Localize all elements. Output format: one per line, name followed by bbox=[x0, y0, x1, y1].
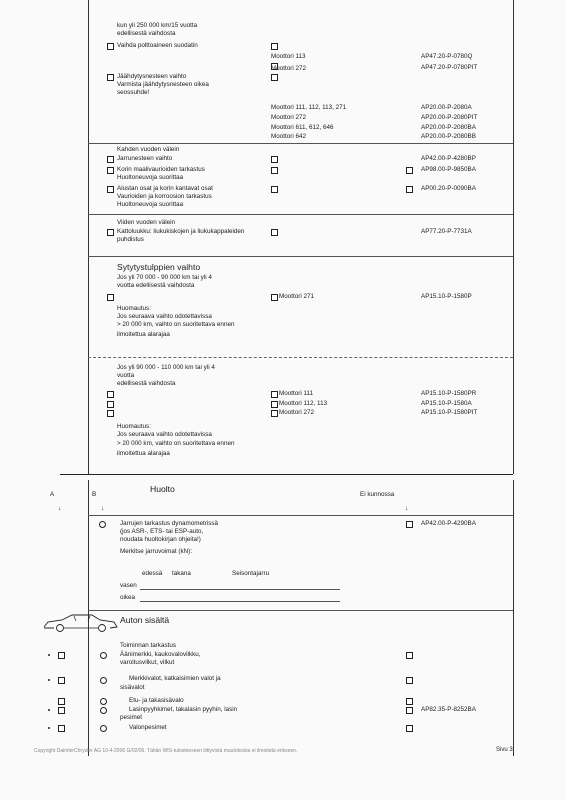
procedure-code: AP20.00-P-2080BB bbox=[421, 133, 476, 140]
parking-brake-label: Seisontajarru bbox=[232, 570, 270, 577]
check-item: sisävalot bbox=[120, 684, 145, 691]
radio-circle[interactable] bbox=[100, 652, 107, 659]
procedure-code: AP20.00-P-2080BA bbox=[421, 124, 476, 131]
service-right-rule bbox=[513, 480, 514, 756]
front-label: edessä bbox=[142, 570, 163, 577]
checkbox[interactable] bbox=[406, 186, 413, 193]
procedure-code: AP77.20-P-7731A bbox=[421, 228, 472, 235]
checkbox[interactable] bbox=[406, 167, 413, 174]
checkbox[interactable] bbox=[58, 652, 65, 659]
note-line: Jos seuraava vaihto odotettavissa bbox=[117, 431, 212, 438]
car-icon bbox=[40, 612, 120, 634]
checkbox[interactable] bbox=[58, 698, 65, 705]
note-title: Huomautus: bbox=[117, 423, 151, 430]
check-item: Äänimerkki, kaukovalovilkku, bbox=[120, 651, 201, 658]
checkbox[interactable] bbox=[271, 410, 278, 417]
checkbox[interactable] bbox=[107, 229, 114, 236]
divider bbox=[88, 214, 513, 215]
checkbox[interactable] bbox=[271, 401, 278, 408]
checkbox[interactable] bbox=[271, 229, 278, 236]
note-title: Huomautus: bbox=[117, 305, 151, 312]
intro-line1: kun yli 250 000 km/15 vuotta bbox=[117, 22, 198, 29]
right-label: oikea bbox=[120, 594, 136, 601]
procedure-code: AP47.20-P-0780PIT bbox=[421, 64, 478, 71]
down-arrow-icon: ↓ bbox=[101, 505, 105, 512]
left-label: vasen bbox=[120, 582, 137, 589]
fuel-filter-label: Vaihda polttoaineen suodatin bbox=[117, 42, 198, 49]
checkbox[interactable] bbox=[406, 652, 413, 659]
sunroof-label: Kattoluukku: liukukiskojen ja liukukappaleiden bbox=[117, 228, 245, 235]
section-divider bbox=[60, 474, 513, 475]
procedure-code: AP00.20-P-0090BA bbox=[421, 185, 476, 192]
engine-label: Moottori 112, 113 bbox=[279, 400, 328, 407]
checkbox[interactable] bbox=[58, 677, 65, 684]
engine-label: Moottori 642 bbox=[271, 133, 307, 140]
radio-circle[interactable] bbox=[100, 725, 107, 732]
checkbox[interactable] bbox=[271, 167, 278, 174]
brake-fluid-label: Jarrunesteen vaihto bbox=[117, 155, 173, 162]
brake-test-sub: noudata huoltokirjan ohjeita!) bbox=[120, 536, 201, 543]
note-line: ilmoitettua alarajaa bbox=[117, 331, 170, 338]
checkbox[interactable] bbox=[406, 521, 413, 528]
checkbox[interactable] bbox=[107, 74, 114, 81]
procedure-code: AP42.00-P-4280BP bbox=[421, 155, 476, 162]
engine-label: Moottori 271 bbox=[279, 293, 315, 300]
note-line: ilmoitettua alarajaa bbox=[117, 450, 170, 457]
entry-line[interactable] bbox=[140, 589, 340, 590]
down-arrow-icon: ↓ bbox=[405, 505, 409, 512]
intro-line2: edellisestä vaihdosta bbox=[117, 30, 176, 37]
bullet bbox=[48, 709, 50, 711]
checkbox[interactable] bbox=[406, 698, 413, 705]
entry-line[interactable] bbox=[140, 601, 340, 602]
checkbox[interactable] bbox=[271, 156, 278, 163]
procedure-code: AP15.10-P-1580PR bbox=[421, 390, 477, 397]
paint-check-label: Korin maalivaurioiden tarkastus bbox=[117, 166, 205, 173]
divider bbox=[88, 357, 513, 358]
check-item: pesimet bbox=[120, 714, 143, 721]
checkbox[interactable] bbox=[107, 156, 114, 163]
checkbox[interactable] bbox=[58, 725, 65, 732]
spark-cond: Jos yli 90 000 - 110 000 km tai yli 4 bbox=[117, 364, 215, 371]
engine-label: Moottori 113 bbox=[271, 53, 306, 60]
engine-label: Moottori 272 bbox=[271, 114, 307, 121]
checkbox[interactable] bbox=[271, 74, 278, 81]
interior-title: Auton sisältä bbox=[120, 615, 170, 625]
page-number: Sivu 3 bbox=[496, 747, 513, 753]
checkbox[interactable] bbox=[107, 391, 114, 398]
procedure-code: AP15.10-P-1580PIT bbox=[421, 409, 478, 416]
procedure-code: AP15.10-P-1580P bbox=[421, 293, 472, 300]
bullet bbox=[48, 727, 50, 729]
note-line: > 20 000 km, vaihto on suoritettava ennen bbox=[117, 321, 235, 328]
radio-circle[interactable] bbox=[100, 707, 107, 714]
column-b-header: B bbox=[92, 491, 97, 498]
spark-cond: vuotta edellisestä vaihdosta bbox=[117, 282, 195, 289]
checkbox[interactable] bbox=[107, 401, 114, 408]
procedure-code: AP20.00-P-2080PIT bbox=[421, 114, 478, 121]
copyright-footer: Copyright DaimlerChrysler AG 10-4-2006 G/02/06. Tähän WIS-tulosteeseen liittyvistä muutoksista ei ilmoiteta erikseen. bbox=[34, 748, 298, 754]
note-line: > 20 000 km, vaihto on suoritettava ennen bbox=[117, 440, 235, 447]
check-item: varoitusvilkut, vilkut bbox=[120, 659, 175, 666]
checkbox[interactable] bbox=[107, 294, 114, 301]
table-left-rule bbox=[88, 0, 89, 474]
checkbox[interactable] bbox=[271, 43, 278, 50]
check-item: Merkkivalot, katkaisimien valot ja bbox=[129, 675, 221, 682]
checkbox[interactable] bbox=[107, 186, 114, 193]
checkbox[interactable] bbox=[271, 391, 278, 398]
engine-label: Moottori 272 bbox=[279, 409, 315, 416]
sunroof-sub: puhdistus bbox=[117, 236, 144, 243]
not-ok-header: Ei kunnossa bbox=[360, 491, 395, 498]
column-a-header: A bbox=[50, 491, 55, 498]
checkbox[interactable] bbox=[271, 186, 278, 193]
brake-forces-label: Merkitse jarruvoimat (kN): bbox=[120, 548, 193, 555]
check-item: Valonpesimet bbox=[129, 724, 167, 731]
checkbox[interactable] bbox=[406, 677, 413, 684]
checkbox[interactable] bbox=[107, 167, 114, 174]
service-title: Huolto bbox=[150, 484, 175, 494]
rear-label: takana bbox=[172, 570, 191, 577]
procedure-code: AP98.00-P-9850BA bbox=[421, 166, 476, 173]
chassis-sub: Huoltoneuvoja suorittaa bbox=[117, 201, 184, 208]
procedure-code: AP20.00-P-2080A bbox=[421, 104, 472, 111]
spark-title: Sytytystulppien vaihto bbox=[117, 262, 201, 272]
radio-circle[interactable] bbox=[99, 521, 106, 528]
checkbox[interactable] bbox=[107, 43, 114, 50]
divider bbox=[88, 515, 513, 516]
checkbox[interactable] bbox=[406, 725, 413, 732]
bullet bbox=[48, 679, 50, 681]
engine-label: Moottori 111, 112, 113, 271 bbox=[271, 104, 347, 111]
spark-cond: vuotta bbox=[117, 372, 135, 379]
bullet bbox=[48, 654, 50, 656]
divider bbox=[88, 610, 513, 611]
check-item: Lasinpyyhkimet, takalasin pyyhin, lasin bbox=[129, 706, 238, 713]
function-check-label: Toiminnan tarkastus bbox=[120, 642, 176, 649]
coolant-label: Jäähdytysnesteen vaihto bbox=[117, 73, 187, 80]
procedure-code: AP42.00-P-4290BA bbox=[421, 520, 476, 527]
divider bbox=[88, 143, 513, 144]
checkbox[interactable] bbox=[406, 707, 413, 714]
divider bbox=[88, 256, 513, 257]
note-line: Jos seuraava vaihto odotettavissa bbox=[117, 313, 212, 320]
checkbox[interactable] bbox=[107, 410, 114, 417]
radio-circle[interactable] bbox=[100, 677, 107, 684]
engine-label: Moottori 272 bbox=[271, 65, 307, 72]
coolant-sub: seossuhde! bbox=[117, 89, 150, 96]
engine-label: Moottori 111 bbox=[279, 390, 314, 397]
procedure-code: AP82.35-P-8252BA bbox=[421, 706, 476, 713]
engine-label: Moottori 611, 612, 646 bbox=[271, 124, 334, 131]
procedure-code: AP15.10-P-1580A bbox=[421, 400, 472, 407]
checkbox[interactable] bbox=[58, 707, 65, 714]
checkbox[interactable] bbox=[271, 294, 278, 301]
spark-cond: edellisestä vaihdosta bbox=[117, 380, 176, 387]
chassis-sub: Vaurioiden ja korroosion tarkastus bbox=[117, 193, 212, 200]
paint-check-sub: Huoltoneuvoja suorittaa bbox=[117, 174, 184, 181]
check-item: Etu- ja takasisävalo bbox=[129, 697, 184, 704]
radio-circle[interactable] bbox=[100, 698, 107, 705]
section-five-year: Viiden vuoden välein bbox=[117, 219, 176, 226]
down-arrow-icon: ↓ bbox=[58, 505, 62, 512]
brake-test-sub: (jos ASR-, ETS- tai ESP-auto, bbox=[120, 528, 204, 535]
table-right-rule bbox=[513, 0, 514, 474]
coolant-sub: Varmista jäähdytysnesteen oikea bbox=[117, 81, 209, 88]
section-two-year: Kahden vuoden välein bbox=[117, 146, 180, 153]
procedure-code: AP47.20-P-0780Q bbox=[421, 53, 473, 60]
brake-test-label: Jarrujen tarkastus dynamometrissä bbox=[120, 520, 218, 527]
chassis-label: Alustan osat ja korin kantavat osat bbox=[117, 185, 213, 192]
spark-cond: Jos yli 70 000 - 90 000 km tai yli 4 bbox=[117, 274, 212, 281]
